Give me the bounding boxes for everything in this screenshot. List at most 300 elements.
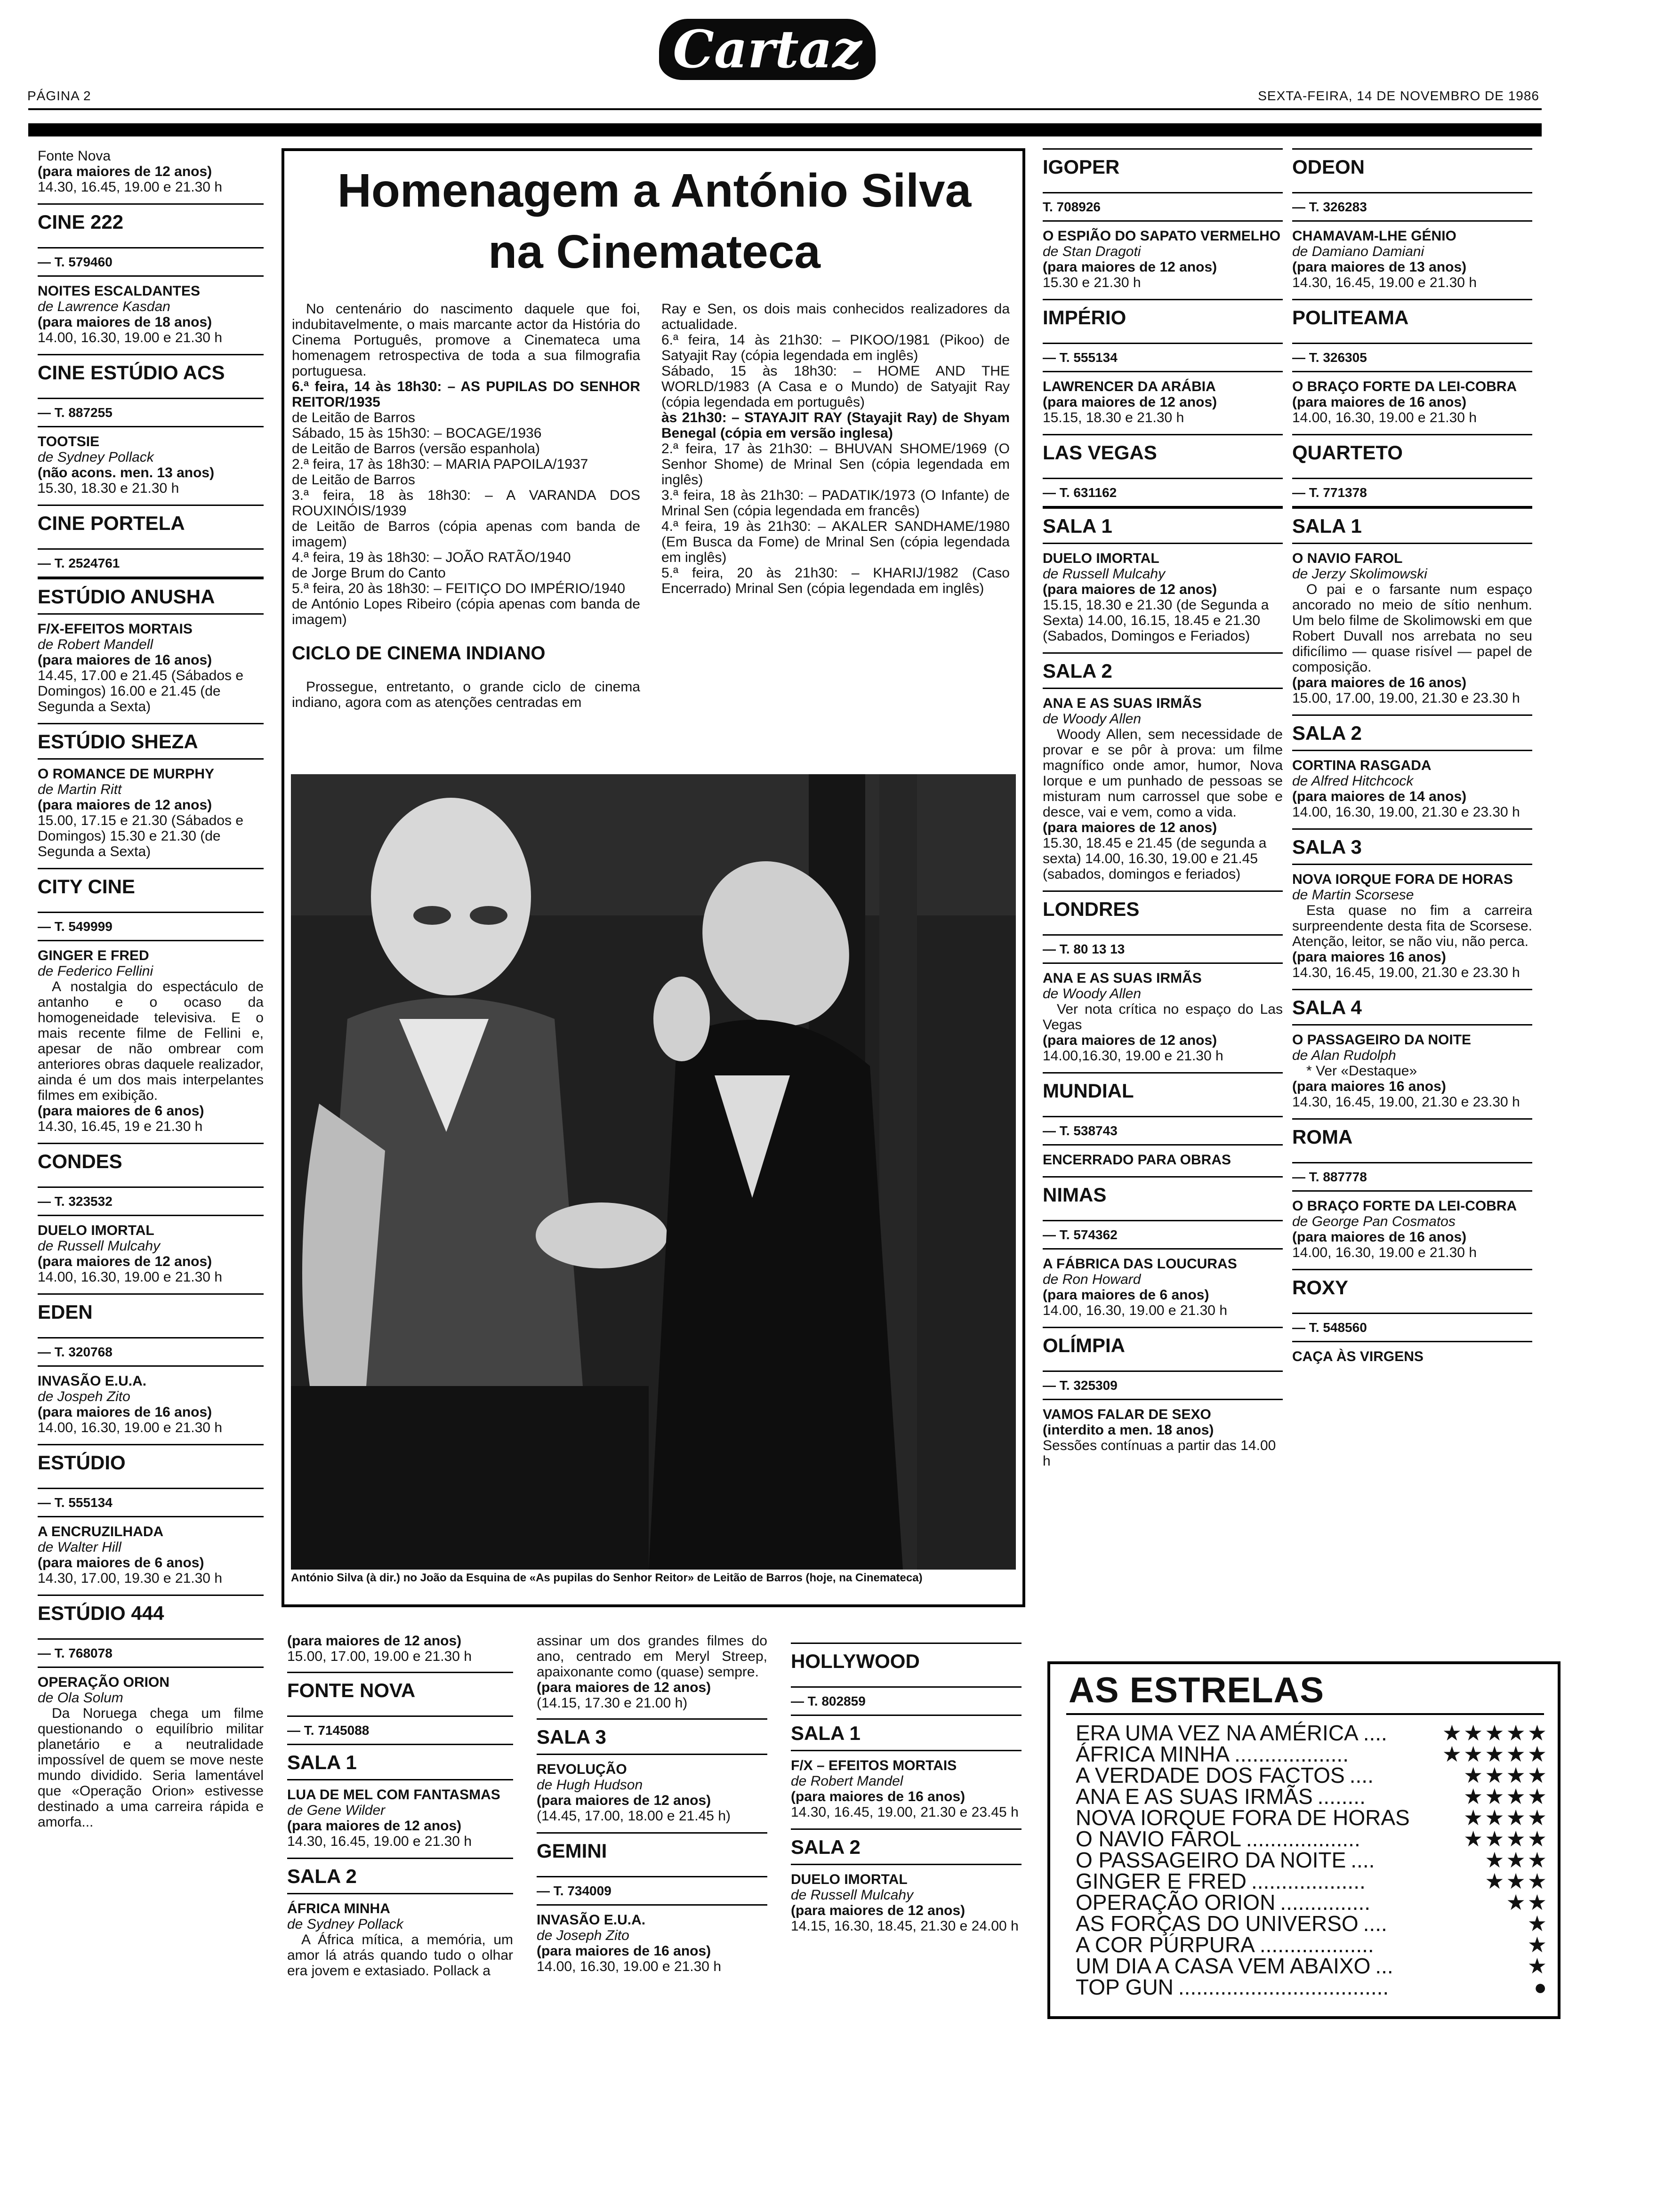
- cinema-room: SALA 3: [537, 1718, 767, 1754]
- cinema-listing: [1043, 1327, 1283, 1477]
- cinema-name: ESTÚDIO 444: [38, 1595, 264, 1630]
- screening: 5.ª feira, 20 às 21h30: – KHARIJ/1982 (Caso Encerrado) Mrinal Sen (cópia legendada em inglês): [661, 565, 1010, 596]
- film-entry: [1043, 543, 1283, 652]
- film-times: 15.15, 18.30 e 21.30 (de Segunda a Sexta) 14.00, 16.15, 18.45 e 21.30 (Sabados, Domingos e Feriados): [1043, 597, 1269, 644]
- film-title: O PASSAGEIRO DA NOITE: [1292, 1032, 1472, 1048]
- rated-film-name: AS FORÇAS DO UNIVERSO: [1076, 1911, 1359, 1936]
- film-entry: [1043, 372, 1283, 434]
- cinema-listing: [38, 1444, 264, 1595]
- cinema-phone: — T. 7145088: [287, 1715, 513, 1745]
- cinema-name: CINE 222: [38, 203, 264, 239]
- cinema-listing: [1043, 1176, 1283, 1327]
- film-director: de Russell Mulcahy: [791, 1887, 914, 1903]
- star-rating: ★★★★: [1464, 1805, 1549, 1830]
- film-times: 14.45, 17.00 e 21.45 (Sábados e Domingos) 16.00 e 21.45 (de Segunda a Sexta): [38, 668, 244, 714]
- screening: 2.ª feira, 17 às 18h30: – MARIA PAPOILA/1937: [292, 457, 588, 472]
- cinema-name: ESTÚDIO SHEZA: [38, 723, 264, 758]
- film-times: 14.00, 16.30, 19.00 e 21.30 h: [38, 1269, 223, 1285]
- film-entry: [38, 427, 264, 505]
- film-rating: (para maiores de 12 anos): [1043, 582, 1217, 597]
- film-director: de Joseph Zito: [537, 1928, 629, 1943]
- star-rating-row: [1076, 1765, 1549, 1786]
- star-rating: ★: [1527, 1954, 1549, 1978]
- film-title: ANA E AS SUAS IRMÃS: [1043, 696, 1202, 711]
- cinema-listing: [38, 723, 264, 868]
- leader-dots: ........: [1317, 1784, 1366, 1809]
- film-title: DUELO IMORTAL: [791, 1872, 908, 1887]
- cinema-listing: [38, 1143, 264, 1293]
- film-director: de Sydney Pollack: [287, 1916, 403, 1932]
- film-rating: (para maiores de 12 anos): [38, 164, 212, 179]
- film-rating: (para maiores de 12 anos): [287, 1633, 462, 1649]
- film-times: 15.30, 18.45 e 21.45 (de segunda a sexta) 14.00, 16.30, 19.00 e 21.45 (sabados, domingos e feriados): [1043, 835, 1267, 882]
- cinema-name: SALA 4: [1292, 989, 1532, 1024]
- feature-headline: Homenagem a António Silva na Cinemateca: [337, 164, 972, 278]
- film-rating: (para maiores de 12 anos): [38, 797, 212, 813]
- issue-date: SEXTA-FEIRA, 14 DE NOVEMBRO DE 1986: [1258, 88, 1539, 103]
- cinema-name: SALA 2: [1292, 714, 1532, 750]
- film-times: 14.00, 16.30, 19.00 e 21.30 h: [1043, 1303, 1228, 1318]
- film-director: de Hugh Hudson: [537, 1777, 643, 1793]
- rated-film-name: TOP GUN: [1076, 1975, 1174, 1999]
- continued-listing: [38, 148, 264, 203]
- film-times: 14.30, 16.45, 19 e 21.30 h: [38, 1119, 203, 1134]
- cinema-name: SALA 2: [1043, 652, 1283, 688]
- film-director: de Robert Mandell: [38, 637, 153, 652]
- feature-photo: [291, 774, 1016, 1570]
- cinema-listing: [1292, 989, 1532, 1118]
- listings-bottom-3: [791, 1643, 1022, 1942]
- header-bar: [28, 123, 1542, 136]
- film-times: 14.00, 16.30, 19.00 e 21.30 h: [1292, 410, 1477, 425]
- film-times: 14.30, 16.45, 19.00 e 21.30 h: [287, 1834, 472, 1849]
- film-title: LUA DE MEL COM FANTASMAS: [287, 1787, 500, 1803]
- film-entry: [1043, 222, 1283, 299]
- rated-film-name: ANA E AS SUAS IRMÃS: [1076, 1784, 1313, 1809]
- film-director: de Stan Dragoti: [1043, 244, 1141, 259]
- leader-dots: ...................: [1234, 1742, 1349, 1766]
- star-rating: ★★★★★: [1442, 1721, 1549, 1745]
- film-title: ÁFRICA MINHA: [287, 1901, 390, 1916]
- cinema-name: EDEN: [38, 1293, 264, 1329]
- leader-dots: ...............: [1280, 1890, 1371, 1915]
- film-entry: [1292, 222, 1532, 299]
- film-title: A ENCRUZILHADA: [38, 1524, 164, 1539]
- listings-column-3: [1043, 148, 1283, 1477]
- page-number: PÁGINA 2: [27, 88, 91, 103]
- film-entry: [38, 941, 264, 1143]
- cinema-listing: [38, 505, 264, 578]
- cinema-listing: [1292, 434, 1532, 507]
- screening: 5.ª feira, 20 às 18h30: – FEITIÇO DO IMPÉRIO/1940: [292, 581, 626, 596]
- film-rating: (para maiores de 13 anos): [1292, 259, 1467, 275]
- film-rating: (para maiores 16 anos): [1292, 1079, 1446, 1094]
- film-title: NOVA IORQUE FORA DE HORAS: [1292, 872, 1513, 887]
- film-review: Woody Allen, sem necessidade de provar e se pôr à prova: um filme magnífico onde amor, humor, Nova Iorque e um punhado de pessoas se misturam num carrossel que sobe e desce, vai e vem, como a vida.: [1043, 727, 1283, 820]
- cinema-listing: [38, 1293, 264, 1444]
- cinema-phone: — T. 631162: [1043, 478, 1283, 507]
- rated-film-name: GINGER E FRED: [1076, 1869, 1247, 1893]
- cinema-listing: [1292, 828, 1532, 989]
- film-title: O ESPIÃO DO SAPATO VERMELHO: [1043, 228, 1281, 244]
- film-times: 15.30 e 21.30 h: [1043, 275, 1141, 290]
- listings-bottom-2: [537, 1633, 767, 1983]
- star-rating-row: [1076, 1744, 1549, 1765]
- cinema-phone: — T. 538743: [1043, 1116, 1283, 1146]
- film-title: A FÁBRICA DAS LOUCURAS: [1043, 1256, 1237, 1272]
- film-times: 15.15, 18.30 e 21.30 h: [1043, 410, 1184, 425]
- screening-director: de António Lopes Ribeiro (cópia apenas com banda de imagem): [292, 596, 640, 627]
- rated-film-title: [1076, 1892, 1370, 1913]
- cinema-name: CINE ESTÚDIO ACS: [38, 354, 264, 389]
- cinema-name: CONDES: [38, 1143, 264, 1178]
- cinema-phone: — T. 887778: [1292, 1162, 1532, 1192]
- cinema-listing: [1043, 652, 1283, 890]
- star-rating-row: [1076, 1786, 1549, 1807]
- screening: Sábado, 15 às 15h30: – BOCAGE/1936: [292, 425, 542, 441]
- rated-film-name: O NAVIO FAROL: [1076, 1827, 1241, 1851]
- film-entry: [1043, 1250, 1283, 1327]
- film-director: de Damiano Damiani: [1292, 244, 1424, 259]
- star-rating-row: [1076, 1913, 1549, 1934]
- rated-film-name: OPERAÇÃO ORION: [1076, 1890, 1276, 1915]
- cinema-listing: [1043, 1072, 1283, 1176]
- screening: 4.ª feira, 19 às 18h30: – JOÃO RATÃO/1940: [292, 550, 571, 565]
- cinema-name: NIMAS: [1043, 1176, 1283, 1211]
- cinema-phone: — T. 555134: [38, 1488, 264, 1517]
- listings-column-4: [1292, 148, 1532, 1373]
- film-rating: (para maiores de 12 anos): [791, 1903, 965, 1918]
- film-entry: [1292, 372, 1532, 434]
- leader-dots: ...................: [1259, 1932, 1374, 1957]
- film-entry: [38, 1367, 264, 1444]
- film-rating: (para maiores de 12 anos): [1043, 394, 1217, 410]
- screening-director: de Jorge Brum do Canto: [292, 565, 446, 581]
- cinema-listing: [1043, 148, 1283, 299]
- cinema-name: SALA 1: [1292, 507, 1532, 543]
- screening-director: de Leitão de Barros (versão espanhola): [292, 441, 540, 457]
- cinema-name: CINE PORTELA: [38, 505, 264, 540]
- film-title: CAÇA ÀS VIRGENS: [1292, 1349, 1424, 1364]
- leader-dots: ...................: [1251, 1869, 1366, 1893]
- film-review: A nostalgia do espectáculo de antanho e o ocaso da homogeneidade televisiva. E o mais recente filme de Fellini e, apesar de não ombrear com anteriores obras daquele realizador, ainda é um dos mais interpelantes filmes em exibição.: [38, 979, 264, 1103]
- cinema-phone: T. 708926: [1043, 192, 1283, 222]
- film-review: Da Noruega chega um filme questionando o equilíbrio militar planetário e a neutralidade impossível de quem se move neste mundo dividido. Seria lamentável que «Operação Orion» estivesse destinado a uma carreira rápida e amorfa...: [38, 1706, 264, 1830]
- film-times: 14.00, 16.30, 19.00 e 21.30 h: [38, 1420, 223, 1435]
- cinema-phone: — T. 320768: [38, 1337, 264, 1367]
- cinema-phone: — T. 325309: [1043, 1370, 1283, 1400]
- cinema-listing: [38, 1595, 264, 1838]
- star-rating: ★★: [1506, 1890, 1549, 1915]
- cinema-listing: [38, 203, 264, 354]
- cinema-name: GEMINI: [537, 1832, 767, 1867]
- film-director: de Russell Mulcahy: [1043, 566, 1166, 582]
- screening: 6.ª feira, 14 às 18h30: – AS PUPILAS DO SENHOR REITOR/1935: [292, 379, 640, 410]
- rated-film-title: [1076, 1765, 1374, 1786]
- rated-film-name: NOVA IORQUE FORA DE HORAS: [1076, 1805, 1410, 1830]
- header-rule: [28, 108, 1542, 110]
- cinema-phone: — T. 734009: [537, 1876, 767, 1906]
- cinema-phone: — T. 574362: [1043, 1220, 1283, 1250]
- film-entry: [38, 277, 264, 354]
- screening: 6.ª feira, 14 às 21h30: – PIKOO/1981 (Pikoo) de Satyajit Ray (cópia legendada em inglês): [661, 332, 1010, 363]
- article-paragraph: No centenário do nascimento daquele que foi, indubitavelmente, o mais marcante actor da História do Cinema Português, promove a Cinemateca uma homenagem retrospectiva de toda a sua filmografia portuguesa.: [292, 301, 640, 379]
- film-director: de Jerzy Skolimowski: [1292, 566, 1427, 582]
- star-rating: ★★★★: [1464, 1784, 1549, 1809]
- rated-film-title: [1076, 1934, 1374, 1956]
- cinema-listing: [1292, 507, 1532, 714]
- film-rating: (para maiores de 16 anos): [1292, 675, 1467, 690]
- film-rating: (para maiores de 16 anos): [791, 1789, 965, 1804]
- cinema-phone: — T. 326305: [1292, 343, 1532, 372]
- star-rating-row: [1076, 1934, 1549, 1956]
- film-title: NOITES ESCALDANTES: [38, 283, 201, 299]
- film-title: INVASÃO E.U.A.: [38, 1373, 147, 1389]
- film-rating: (para maiores de 12 anos): [537, 1793, 711, 1808]
- cinema-phone: — T. 802859: [791, 1686, 1022, 1716]
- film-rating: (não acons. men. 13 anos): [38, 465, 215, 481]
- film-director: de Alfred Hitchcock: [1292, 773, 1414, 789]
- film-entry: [38, 1668, 264, 1838]
- cinema-name: IMPÉRIO: [1043, 299, 1283, 334]
- feature-article-right: [661, 301, 1010, 596]
- film-title: F/X – EFEITOS MORTAIS: [791, 1758, 957, 1773]
- film-times: 14.00, 16.30, 19.00 e 21.30 h: [1292, 1245, 1477, 1260]
- cinema-name: ODEON: [1292, 148, 1532, 184]
- screening-director: de Leitão de Barros (cópia apenas com banda de imagem): [292, 519, 640, 550]
- cinema-listing: [1292, 1269, 1532, 1373]
- star-rating: ★: [1527, 1932, 1549, 1957]
- film-rating: (para maiores de 12 anos): [1043, 1033, 1217, 1048]
- cinema-phone: — T. 80 13 13: [1043, 934, 1283, 964]
- film-entry: [1043, 1146, 1283, 1176]
- film-title: O BRAÇO FORTE DA LEI-COBRA: [1292, 1198, 1517, 1214]
- star-ratings-list: [1076, 1723, 1549, 1998]
- film-title: TOOTSIE: [38, 434, 100, 449]
- film-title: VAMOS FALAR DE SEXO: [1043, 1407, 1211, 1422]
- rated-film-name: O PASSAGEIRO DA NOITE: [1076, 1848, 1346, 1872]
- leader-dots: ...................................: [1178, 1975, 1389, 1999]
- rated-film-title: [1076, 1850, 1375, 1871]
- film-director: de Martin Ritt: [38, 782, 122, 797]
- star-rating-row: [1076, 1871, 1549, 1892]
- rated-film-title: [1076, 1871, 1366, 1892]
- rated-film-name: A VERDADE DOS FACTOS: [1076, 1763, 1345, 1787]
- film-title: INVASÃO E.U.A.: [537, 1912, 646, 1928]
- film-rating: (para maiores de 12 anos): [537, 1680, 711, 1695]
- cinema-phone: — T. 323532: [38, 1186, 264, 1216]
- film-director: de Ola Solum: [38, 1690, 123, 1706]
- star-rating: ★★★: [1485, 1869, 1549, 1893]
- photo-illustration: [291, 774, 1016, 1570]
- star-rating-row: [1076, 1807, 1549, 1828]
- star-ratings-title: AS ESTRELAS: [1069, 1670, 1325, 1710]
- film-entry: [38, 1517, 264, 1595]
- film-times: 14.30, 16.45, 19.00, 21.30 e 23.45 h: [791, 1804, 1019, 1820]
- star-rating-row: [1076, 1956, 1549, 1977]
- star-rating: ★: [1527, 1911, 1549, 1936]
- film-director: de Robert Mandel: [791, 1773, 903, 1789]
- rated-film-name: ÁFRICA MINHA: [1076, 1742, 1230, 1766]
- film-times: 14.00, 16.30, 19.00, 21.30 e 23.30 h: [1292, 804, 1520, 820]
- cinema-listing: [38, 578, 264, 723]
- cinema-name: ROXY: [1292, 1269, 1532, 1304]
- cinema-listing: [38, 868, 264, 1143]
- cinema-phone: — T. 771378: [1292, 478, 1532, 507]
- cinema-room: SALA 1: [791, 1722, 861, 1744]
- rated-film-title: [1076, 1913, 1387, 1934]
- cinema-name: HOLLYWOOD: [791, 1643, 1022, 1678]
- film-review: assinar um dos grandes filmes do ano, centrado em Meryl Streep, apaixonante como (quase) sempre.: [537, 1633, 767, 1680]
- film-times: 14.30, 17.00, 19.30 e 21.30 h: [38, 1571, 223, 1586]
- cinema-name: OLÍMPIA: [1043, 1327, 1283, 1362]
- film-title: O NAVIO FAROL: [1292, 551, 1403, 566]
- rated-film-name: A COR PÚRPURA: [1076, 1932, 1255, 1957]
- film-title: OPERAÇÃO ORION: [38, 1675, 170, 1690]
- article-paragraph: Ray e Sen, os dois mais conhecidos realizadores da actualidade.: [661, 301, 1010, 332]
- cinema-phone: — T. 555134: [1043, 343, 1283, 372]
- film-rating: (para maiores de 6 anos): [1043, 1287, 1209, 1303]
- cinema-listing: [1043, 434, 1283, 507]
- rated-film-title: [1076, 1828, 1360, 1850]
- cinema-name: CITY CINE: [38, 868, 264, 903]
- film-rating: (para maiores de 12 anos): [1043, 259, 1217, 275]
- cinema-listing: [1292, 1118, 1532, 1269]
- film-director: de George Pan Cosmatos: [1292, 1214, 1456, 1229]
- film-rating: (para maiores de 16 anos): [537, 1943, 711, 1959]
- film-times: 14.00, 16.30, 19.00 e 21.30 h: [38, 330, 223, 345]
- film-director: de Woody Allen: [1043, 986, 1142, 1002]
- film-rating: (para maiores de 6 anos): [38, 1555, 204, 1571]
- film-times: 14.30, 16.45, 19.00 e 21.30 h: [1292, 275, 1477, 290]
- film-entry: [1292, 1192, 1532, 1269]
- film-times: 14.00,16.30, 19.00 e 21.30 h: [1043, 1048, 1223, 1064]
- cinema-phone: — T. 548560: [1292, 1313, 1532, 1342]
- film-rating: (para maiores 16 anos): [1292, 949, 1446, 965]
- leader-dots: ....: [1363, 1911, 1387, 1936]
- rated-film-title: [1076, 1786, 1366, 1807]
- leader-dots: ...: [1375, 1954, 1393, 1978]
- cinema-name: SALA 3: [1292, 828, 1532, 864]
- star-rating: ★★★★: [1464, 1763, 1549, 1787]
- film-rating: (para maiores de 16 anos): [1292, 1229, 1467, 1245]
- cinema-phone: — T. 2524761: [38, 548, 264, 578]
- rated-film-title: [1076, 1807, 1415, 1828]
- film-times: 15.00, 17.15 e 21.30 (Sábados e Domingos) 15.30 e 21.30 (de Segunda a Sexta): [38, 813, 244, 859]
- film-rating: (para maiores de 12 anos): [38, 1254, 212, 1269]
- cinema-listing: [1043, 299, 1283, 434]
- film-times: (14.45, 17.00, 18.00 e 21.45 h): [537, 1808, 731, 1824]
- film-rating: (interdito a men. 18 anos): [1043, 1422, 1214, 1438]
- star-rating-row: [1076, 1892, 1549, 1913]
- film-entry: [38, 613, 264, 723]
- screening: às 21h30: – STAYAJIT RAY (Stayajit Ray) de Shyam Benegal (cópia em versão inglesa): [661, 410, 1010, 441]
- screening: 2.ª feira, 17 às 21h30: – BHUVAN SHOME/1969 (O Senhor Shome) de Mrinal Sen (cópia legendada em inglês): [661, 441, 1010, 488]
- rated-film-title: [1076, 1744, 1349, 1765]
- film-entry: [1292, 864, 1532, 989]
- cinema-phone: — T. 579460: [38, 247, 264, 277]
- cinema-name: LAS VEGAS: [1043, 434, 1283, 469]
- screening: 3.ª feira, 18 às 18h30: – A VARANDA DOS ROUXINÓIS/1939: [292, 488, 640, 519]
- film-review: Esta quase no fim a carreira surpreendente desta fita de Scorsese. Atenção, leitor, se não viu, não perca.: [1292, 903, 1532, 949]
- film-director: de Alan Rudolph: [1292, 1048, 1396, 1063]
- film-times: 15.00, 17.00, 19.00 e 21.30 h: [287, 1649, 472, 1664]
- film-review: A África mítica, a memória, um amor lá atrás quando tudo o olhar era jovem e extasiado. Pollack a: [287, 1932, 513, 1979]
- film-title: CHAMAVAM-LHE GÉNIO: [1292, 228, 1456, 244]
- film-entry: [1043, 688, 1283, 890]
- film-title: ENCERRADO PARA OBRAS: [1043, 1152, 1231, 1168]
- film-director: de Woody Allen: [1043, 711, 1142, 727]
- star-rating-row: [1076, 1977, 1549, 1998]
- film-title: LAWRENCER DA ARÁBIA: [1043, 379, 1216, 394]
- cinema-name: SALA 1: [1043, 507, 1283, 543]
- feature-article-left: [292, 301, 640, 710]
- cinema-name: IGOPER: [1043, 148, 1283, 184]
- film-rating: (para maiores de 12 anos): [287, 1818, 462, 1834]
- rated-film-name: ERA UMA VEZ NA AMÉRICA: [1076, 1721, 1359, 1745]
- star-rating-row: [1076, 1723, 1549, 1744]
- cinema-name: ESTÚDIO ANUSHA: [38, 578, 264, 613]
- cinema-listing: [1292, 299, 1532, 434]
- listings-column-1: [38, 148, 264, 1838]
- cinema-listing: [1292, 714, 1532, 828]
- film-review: Ver nota crítica no espaço do Las Vegas: [1043, 1002, 1283, 1033]
- film-title: REVOLUÇÃO: [537, 1762, 627, 1777]
- cinema-listing: [1043, 890, 1283, 1072]
- cinema-name: QUARTETO: [1292, 434, 1532, 469]
- cinema-name: FONTE NOVA: [287, 1672, 513, 1707]
- film-rating: (para maiores de 14 anos): [1292, 789, 1467, 804]
- film-director: de Federico Fellini: [38, 963, 153, 979]
- leader-dots: ....: [1351, 1848, 1375, 1872]
- rated-film-name: UM DIA A CASA VEM ABAIXO: [1076, 1954, 1371, 1978]
- star-rating: ★★★★: [1464, 1827, 1549, 1851]
- cinema-room: SALA 2: [287, 1858, 513, 1893]
- film-review: O pai e o farsante num espaço ancorado no meio de sítio nenhum. Um belo filme de Skolimowski em que Robert Duvall nos arrebata no seu dificílimo — quase risível — papel de composição.: [1292, 582, 1532, 675]
- film-entry: [1292, 543, 1532, 714]
- film-entry: [38, 758, 264, 868]
- screening-director: de Leitão de Barros: [292, 472, 415, 488]
- cinema-name: ESTÚDIO: [38, 1444, 264, 1479]
- star-rating: ★★★★★: [1442, 1742, 1549, 1766]
- film-times: Sessões contínuas a partir das 14.00 h: [1043, 1438, 1276, 1469]
- film-director: de Lawrence Kasdan: [38, 299, 170, 314]
- film-title: F/X-EFEITOS MORTAIS: [38, 621, 193, 637]
- film-times: 15.30, 18.30 e 21.30 h: [38, 481, 179, 496]
- leader-dots: ...................: [1246, 1827, 1360, 1851]
- screening: 3.ª feira, 18 às 21h30: – PADATIK/1973 (O Infante) de Mrinal Sen (cópia legendada em francês): [661, 488, 1010, 519]
- star-rating-row: [1076, 1850, 1549, 1871]
- film-director: de Gene Wilder: [287, 1803, 386, 1818]
- film-title: DUELO IMORTAL: [38, 1223, 154, 1238]
- film-director: de Martin Scorsese: [1292, 887, 1414, 903]
- film-times: (14.15, 17.30 e 21.00 h): [537, 1695, 688, 1711]
- film-entry: [1292, 750, 1532, 828]
- film-title: GINGER E FRED: [38, 948, 149, 963]
- film-title: ANA E AS SUAS IRMÃS: [1043, 970, 1202, 986]
- leader-dots: ....: [1349, 1763, 1374, 1787]
- screening: 4.ª feira, 19 às 21h30: – AKALER SANDHAME/1980 (Em Busca da Fome) de Mrinal Sen (cópia legendada em inglês): [661, 519, 1010, 565]
- film-entry: [38, 1216, 264, 1293]
- film-rating: (para maiores de 16 anos): [1292, 394, 1467, 410]
- rated-film-title: [1076, 1956, 1393, 1977]
- article-paragraph: Prossegue, entretanto, o grande ciclo de cinema indiano, agora com as atenções centradas em: [292, 679, 640, 710]
- cinema-listing: [38, 354, 264, 505]
- film-title: DUELO IMORTAL: [1043, 551, 1159, 566]
- article-subheading: CICLO DE CINEMA INDIANO: [292, 643, 546, 664]
- star-rating: ●: [1534, 1975, 1549, 1999]
- film-rating: (para maiores de 18 anos): [38, 314, 212, 330]
